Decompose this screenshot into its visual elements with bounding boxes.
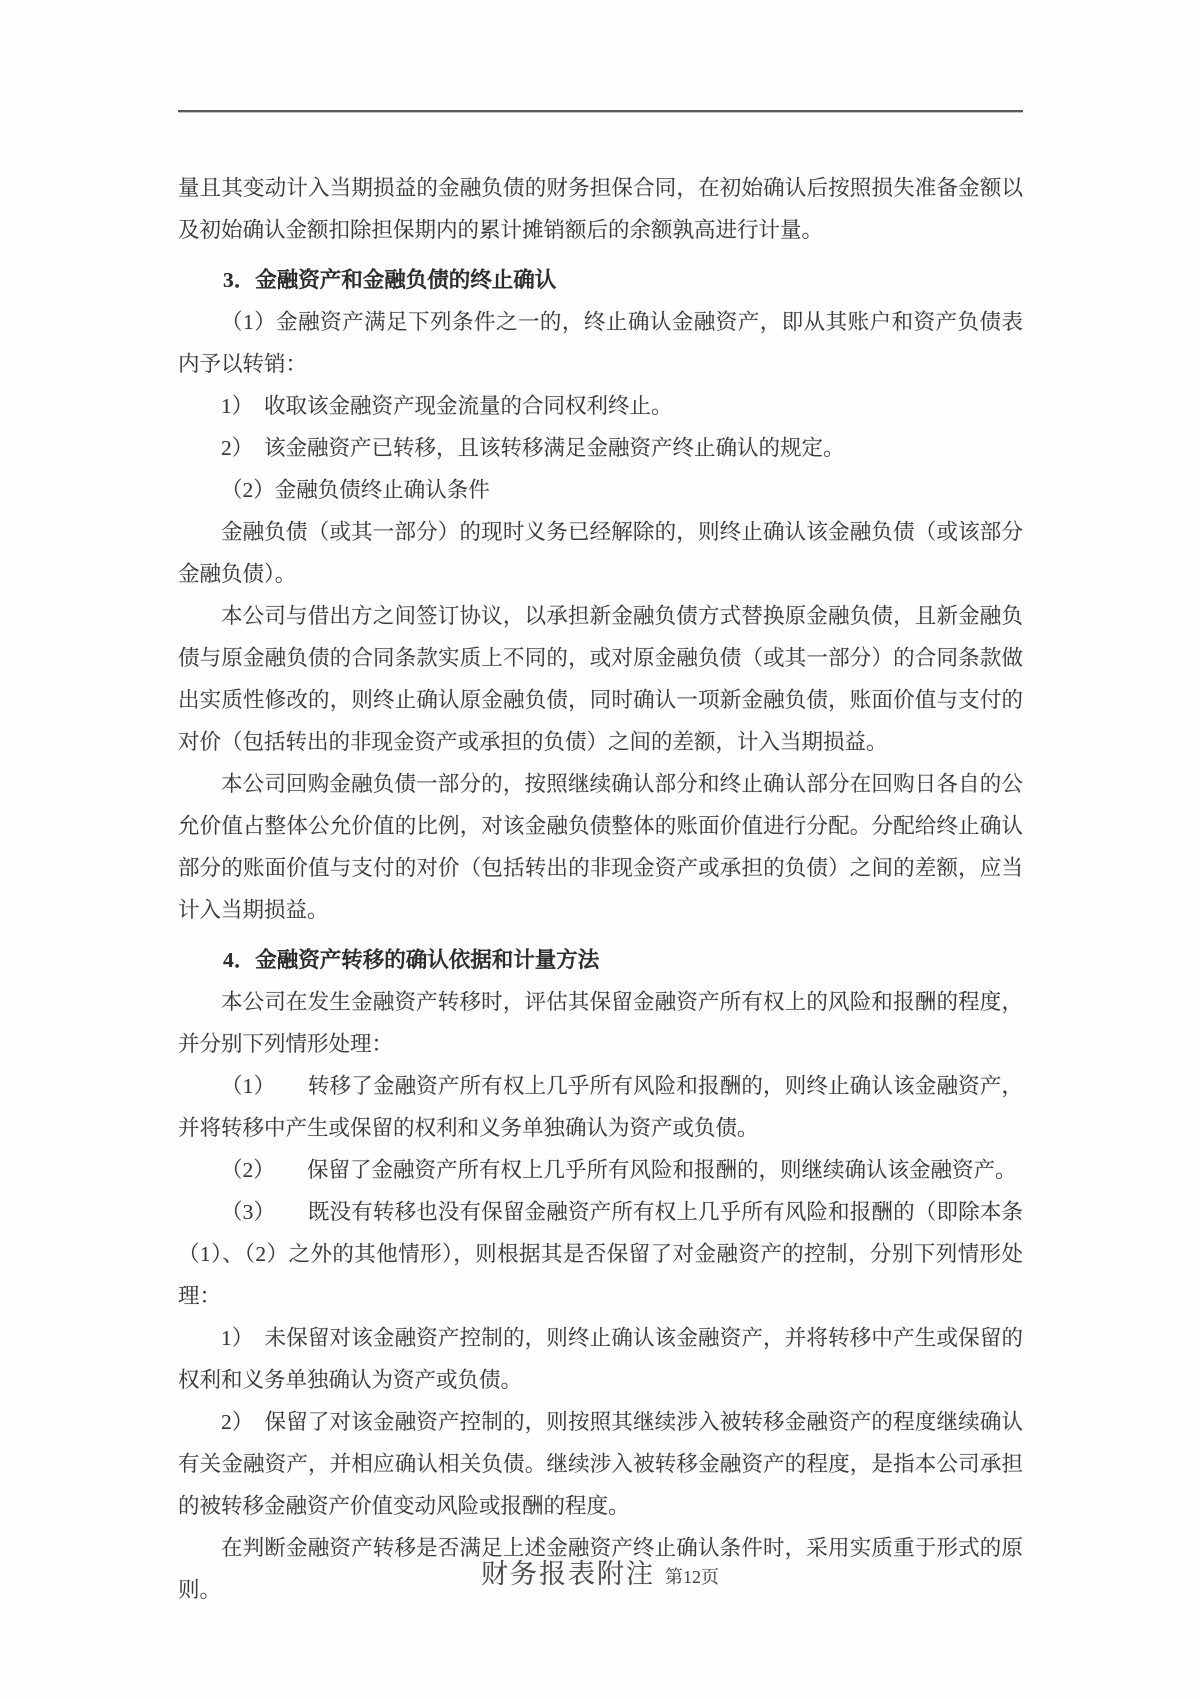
list-item: 2） 该金融资产已转移，且该转移满足金融资产终止确认的规定。 [221, 436, 845, 460]
section-heading-4: 4．金融资产转移的确认依据和计量方法 [223, 948, 600, 972]
list-item: 1） 收取该金融资产现金流量的合同权利终止。 [221, 394, 673, 418]
paragraph: 本公司回购金融负债一部分的，按照继续确认部分和终止确认部分在回购日各自的公允价值占整体公允价值的比例，对该金融负债整体的账面价值进行分配。分配给终止确认部分的账面价值与支付的对价（包括转出的非现金资产或承担的负债）之间的差额，应当计入当期损益。 [178, 772, 1023, 922]
paragraph: （2）金融负债终止确认条件 [221, 478, 490, 502]
paragraph: 本公司在发生金融资产转移时，评估其保留金融资产所有权上的风险和报酬的程度，并分别下列情形处理： [178, 990, 1023, 1056]
list-item: （1） 转移了金融资产所有权上几乎所有风险和报酬的，则终止确认该金融资产，并将转移中产生或保留的权利和义务单独确认为资产或负债。 [178, 1074, 1023, 1140]
document-body [178, 167, 1023, 1611]
paragraph-continuation: 量且其变动计入当期损益的金融负债的财务担保合同，在初始确认后按照损失准备金额以及初始确认金额扣除担保期内的累计摊销额后的余额孰高进行计量。 [178, 176, 1023, 242]
paragraph: 在判断金融资产转移是否满足上述金融资产终止确认条件时，采用实质重于形式的原则。 [178, 1536, 1023, 1602]
footer-page-number: 第12页 [665, 1567, 719, 1587]
paragraph: 金融负债（或其一部分）的现时义务已经解除的，则终止确认该金融负债（或该部分金融负债）。 [178, 520, 1023, 586]
list-item: （2） 保留了金融资产所有权上几乎所有风险和报酬的，则继续确认该金融资产。 [221, 1158, 1017, 1182]
section-heading-3: 3．金融资产和金融负债的终止确认 [223, 268, 557, 292]
header-rule [178, 110, 1023, 112]
paragraph: （1）金融资产满足下列条件之一的，终止确认金融资产，即从其账户和资产负债表内予以转销： [178, 310, 1023, 376]
list-item: 1） 未保留对该金融资产控制的，则终止确认该金融资产，并将转移中产生或保留的权利和义务单独确认为资产或负债。 [178, 1326, 1023, 1392]
page-footer [0, 1552, 1200, 1591]
list-item: （3） 既没有转移也没有保留金融资产所有权上几乎所有风险和报酬的（即除本条（1）、（2）之外的其他情形），则根据其是否保留了对金融资产的控制，分别下列情形处理： [178, 1200, 1023, 1308]
footer-title: 财务报表附注 [481, 1559, 655, 1589]
list-item: 2） 保留了对该金融资产控制的，则按照其继续涉入被转移金融资产的程度继续确认有关金融资产，并相应确认相关负债。继续涉入被转移金融资产的程度，是指本公司承担的被转移金融资产价值变动风险或报酬的程度。 [178, 1410, 1023, 1518]
paragraph: 本公司与借出方之间签订协议，以承担新金融负债方式替换原金融负债，且新金融负债与原金融负债的合同条款实质上不同的，或对原金融负债（或其一部分）的合同条款做出实质性修改的，则终止确认原金融负债，同时确认一项新金融负债，账面价值与支付的对价（包括转出的非现金资产或承担的负债）之间的差额，计入当期损益。 [178, 604, 1023, 754]
